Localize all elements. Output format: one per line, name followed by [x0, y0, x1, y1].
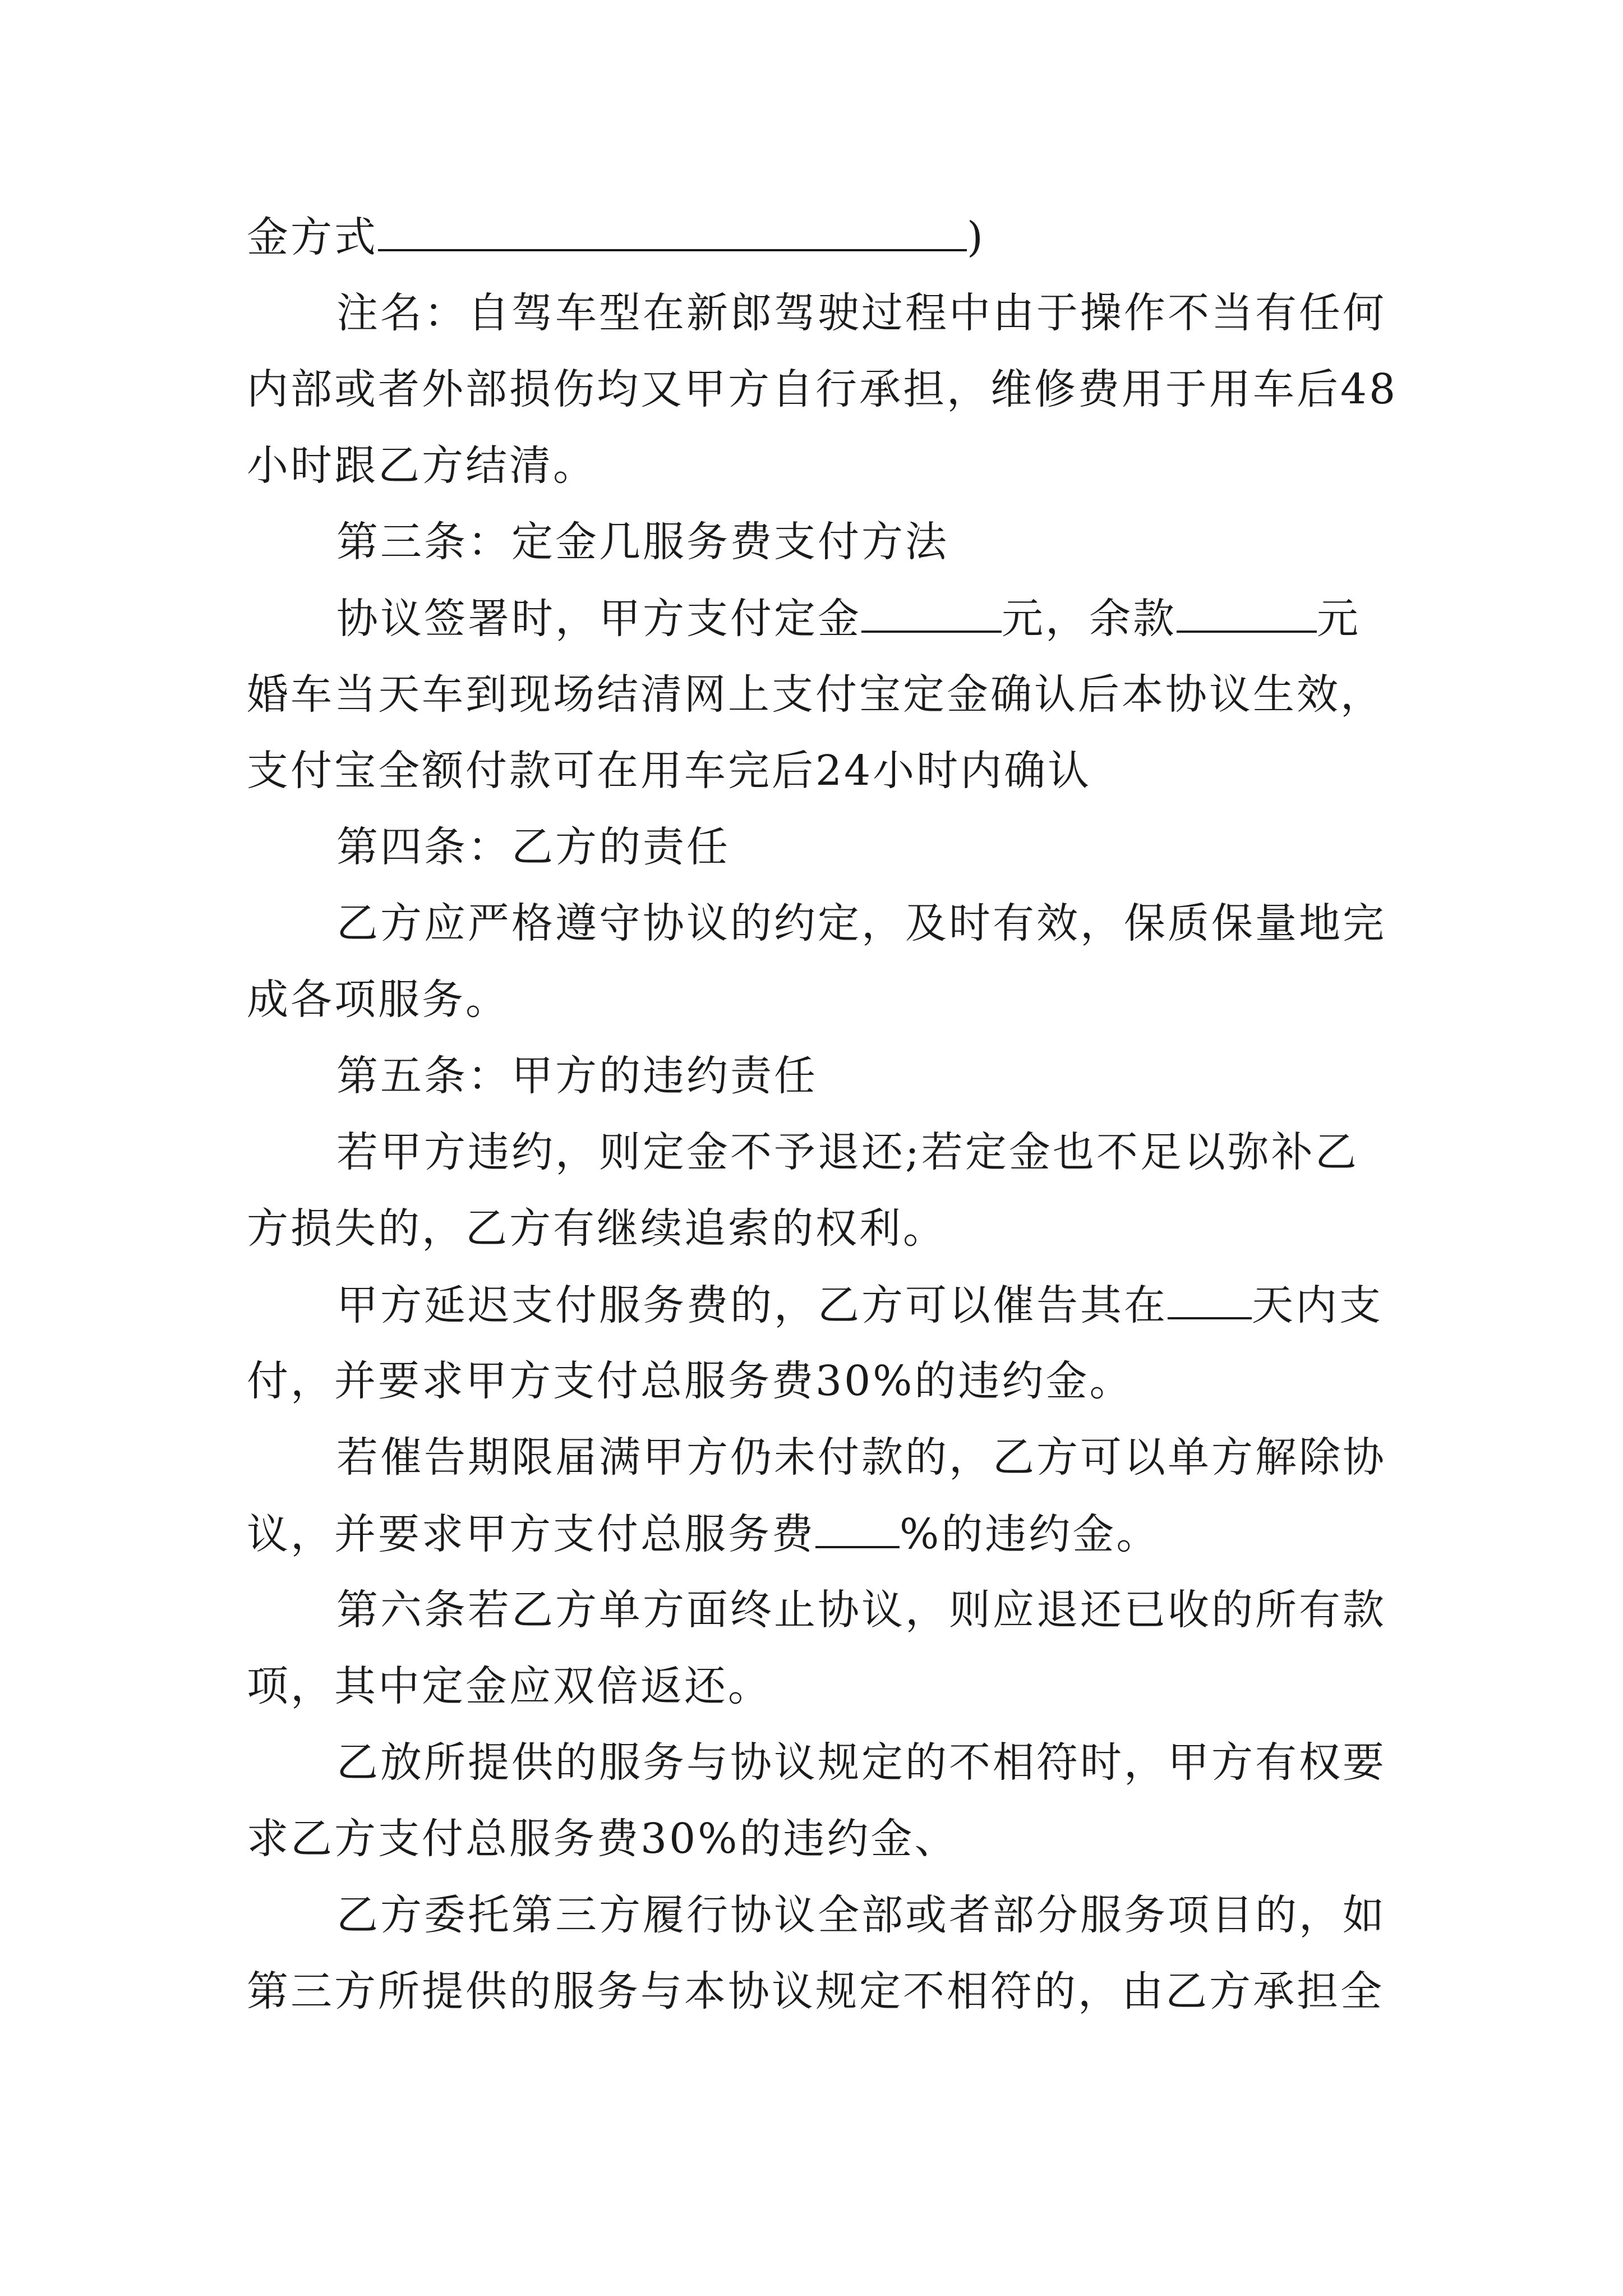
fill-in-blank [378, 209, 967, 251]
paragraph-line: 注名：自驾车型在新郎驾驶过程中由于操作不当有任何 [336, 289, 1386, 337]
paragraph-line: 支付宝全额付款可在用车完后24小时内确认 [247, 747, 1092, 795]
text-segment: 协议签署时，甲方支付定金 [336, 595, 861, 643]
text-segment: 甲方延迟支付服务费的，乙方可以催告其在 [336, 1281, 1168, 1329]
fill-in-blank [815, 1506, 900, 1548]
paragraph-line: 第六条若乙方单方面终止协议，则应退还已收的所有款 [336, 1586, 1386, 1634]
paragraph-line: 乙方委托第三方履行协议全部或者部分服务项目的，如 [336, 1891, 1386, 1939]
text-line [336, 1277, 1391, 1333]
fill-in-blank [1177, 590, 1317, 633]
text-segment: 天内支 [1252, 1281, 1383, 1329]
paragraph-line: 成各项服务。 [247, 976, 509, 1024]
text-line [336, 590, 1391, 646]
paragraph-line: 求乙方支付总服务费30%的违约金、 [247, 1815, 958, 1863]
paragraph-line: 项，其中定金应双倍返还。 [247, 1662, 772, 1710]
text-line [247, 209, 1391, 265]
text-segment: 议，并要求甲方支付总服务费 [247, 1510, 815, 1558]
paragraph-line: 婚车当天车到现场结清网上支付宝定金确认后本协议生效， [247, 670, 1384, 719]
text-segment: %的违约金。 [900, 1510, 1160, 1558]
text-segment: 金方式 [247, 213, 378, 261]
text-segment: 元 [1317, 595, 1361, 643]
paragraph-line: 乙放所提供的服务与协议规定的不相符时，甲方有权要 [336, 1738, 1386, 1787]
paragraph-line: 付，并要求甲方支付总服务费30%的违约金。 [247, 1357, 1133, 1405]
text-segment: 元，余款 [1002, 595, 1177, 643]
text-line [247, 1506, 1391, 1562]
paragraph-line: 第三方所提供的服务与本协议规定不相符的，由乙方承担全 [247, 1967, 1384, 2016]
paragraph-line: 内部或者外部损伤均又甲方自行承担，维修费用于用车后48 [247, 365, 1398, 413]
paragraph-line: 方损失的，乙方有继续追索的权利。 [247, 1204, 947, 1253]
section-heading: 第五条：甲方的违约责任 [336, 1052, 818, 1100]
section-heading: 第四条：乙方的责任 [336, 823, 730, 871]
paragraph-line: 乙方应严格遵守协议的约定，及时有效，保质保量地完 [336, 899, 1386, 947]
fill-in-blank [1168, 1277, 1252, 1319]
section-heading: 第三条：定金几服务费支付方法 [336, 518, 949, 566]
paragraph-line: 小时跟乙方结清。 [247, 441, 597, 490]
paragraph-line: 若催告期限届满甲方仍未付款的，乙方可以单方解除协 [336, 1433, 1386, 1481]
text-segment: ) [967, 213, 985, 261]
fill-in-blank [861, 590, 1002, 633]
paragraph-line: 若甲方违约，则定金不予退还;若定金也不足以弥补乙 [336, 1128, 1359, 1176]
